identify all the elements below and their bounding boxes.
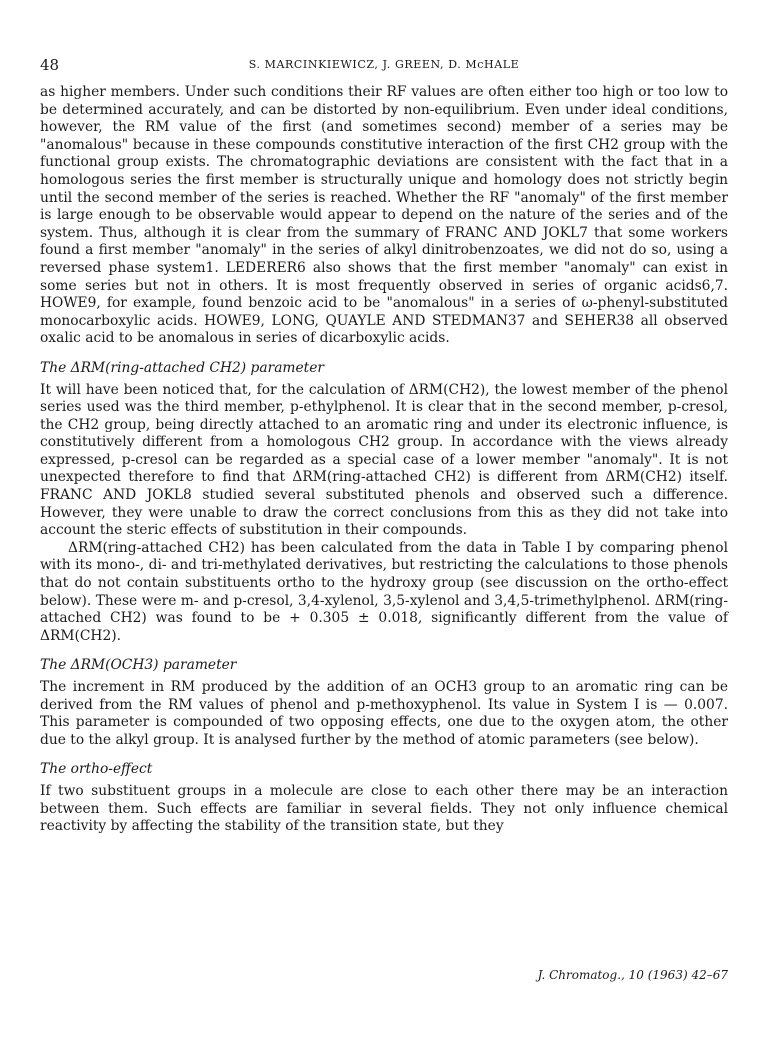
paragraph-first-member-anomaly: as higher members. Under such conditions their RF values are often either too high or too low to be determined accurately, and can be distorted by non-equilibrium. Even under ideal conditions, however, the RM value of the first (and sometimes second) member of a series may be "anomalous" because in these compounds constitutive interaction of the first CH2 group with the functional group exists. The chromatographic deviations are consistent with the fact that in a homologous series the first member is structurally unique and homology does not strictly begin until the second member of the series is reached. Whether the RF "anomaly" of the first member is large enough to be observable would appear to depend on the nature of the series and of the system. Thus, although it is clear from the summary of FRANC AND JOKL7 that some workers found a first member "anomaly" in the series of alkyl dinitrobenzoates, we did not do so, using a reversed phase system1. LEDERER6 also shows that the first member "anomaly" can exist in some series but not in others. It is most frequently observed in series of organic acids6,7. HOWE9, for example, found benzoic acid to be "anomalous" in a series of ω-phenyl-substituted monocarboxylic acids. HOWE9, LONG, QUAYLE AND STEDMAN37 and SEHER38 all observed oxalic acid to be anomalous in series of dicarboxylic acids. [40,84,728,347]
article-body [40,84,728,836]
section-heading-och3: The ΔRM(OCH3) parameter [40,657,237,674]
section-heading-ortho-effect: The ortho-effect [40,761,153,778]
section-heading-ring-attached-ch2: The ΔRM(ring-attached CH2) parameter [40,359,324,376]
page-header [40,56,728,76]
paragraph-ring-attached-ch2-calc: ΔRM(ring-attached CH2) has been calculated from the data in Table I by comparing phenol with its mono-, di- and tri-methylated derivatives, but restricting the calculations to those phenols that do not contain substituents ortho to the hydroxy group (see discussion on the ortho-effect below). These were m- and p-cresol, 3,4-xylenol, 3,5-xylenol and 3,4,5-trimethylphenol. ΔRM(ring-attached CH2) was found to be + 0.305 ± 0.018, significantly different from the value of ΔRM(CH2). [40,539,728,644]
paragraph-ring-attached-ch2-intro: It will have been noticed that, for the calculation of ΔRM(CH2), the lowest member of the phenol series used was the third member, p-ethylphenol. It is clear that in the second member, p-cresol, the CH2 group, being directly attached to an aromatic ring and under its electronic influence, is constitutively different from a homologous CH2 group. In accordance with the views already expressed, p-cresol can be regarded as a special case of a lower member "anomaly". It is not unexpected therefore to find that ΔRM(ring-attached CH2) is different from ΔRM(CH2) itself. FRANC AND JOKL8 studied several substituted phenols and observed such a difference. However, they were unable to draw the correct conclusions from this as they did not take into account the steric effects of substitution in their compounds. [40,381,728,539]
journal-citation-footer: J. Chromatog., 10 (1963) 42–67 [537,968,728,982]
paragraph-ortho-effect: If two substituent groups in a molecule are close to each other there may be an interaction between them. Such effects are familiar in several fields. They not only influence chemical reactivity by affecting the stability of the transition state, but they [40,782,728,835]
paragraph-och3: The increment in RM produced by the addition of an OCH3 group to an aromatic ring can be derived from the RM values of phenol and p-methoxyphenol. Its value in System I is — 0.007. This parameter is compounded of two opposing effects, one due to the oxygen atom, the other due to the alkyl group. It is analysed further by the method of atomic parameters (see below). [40,679,728,748]
page-number: 48 [40,56,60,74]
running-head-authors: S. MARCINKIEWICZ, J. GREEN, D. McHALE [248,58,520,71]
